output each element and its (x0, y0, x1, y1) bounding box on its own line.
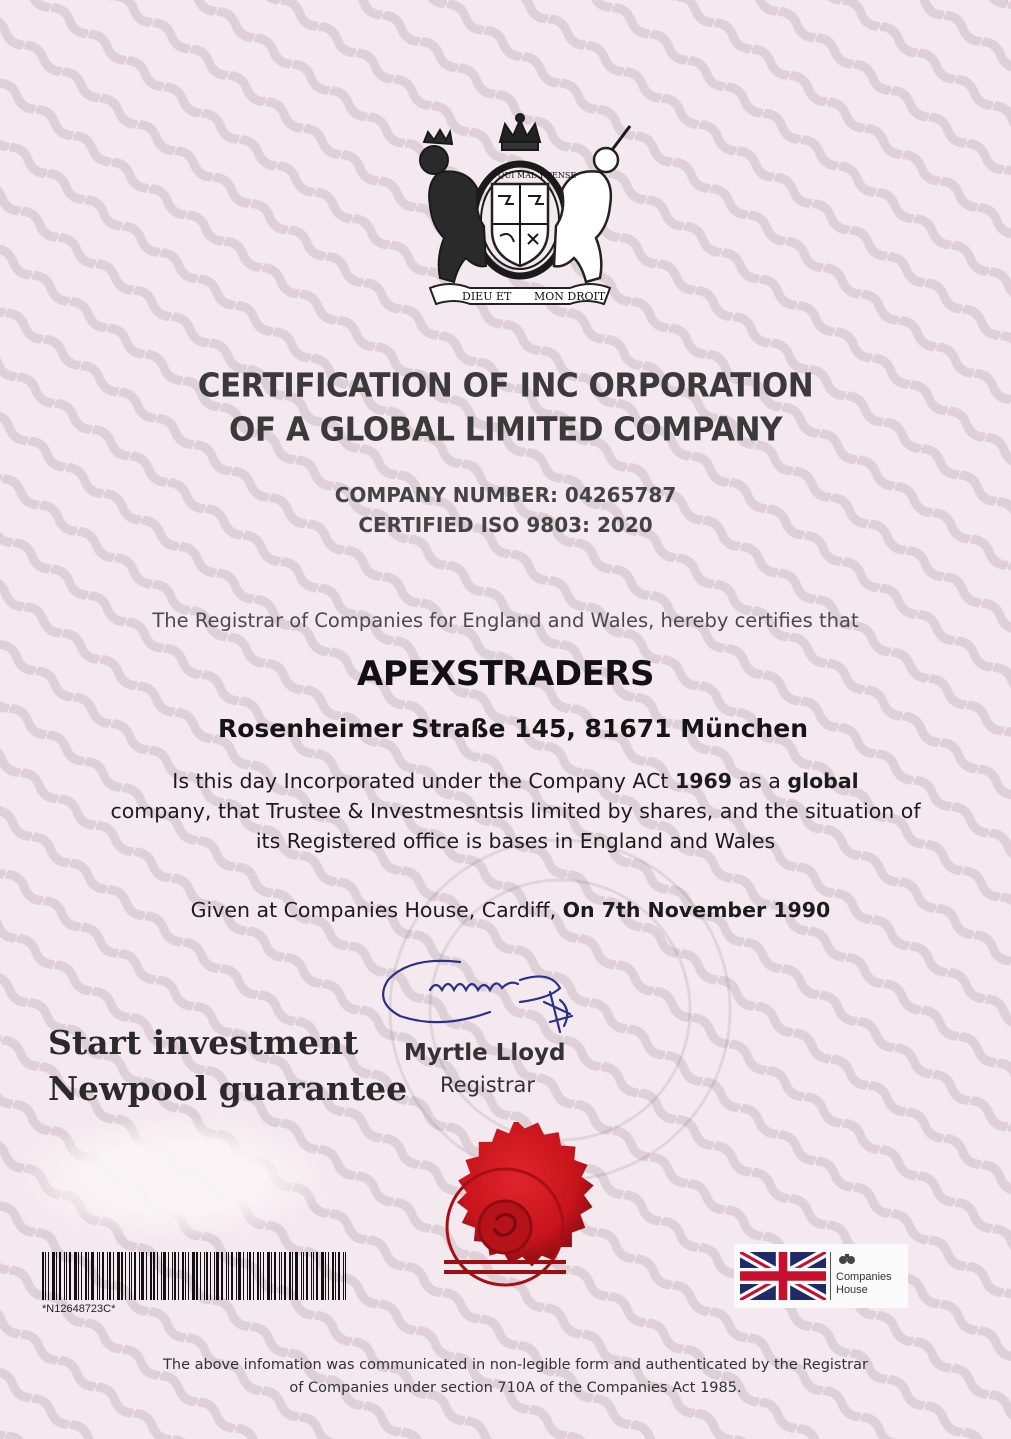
barcode-bar (214, 1252, 215, 1300)
barcode-bar (81, 1252, 82, 1300)
given-at-place: Given at Companies House, Cardiff, (190, 898, 563, 922)
statement-part2: as a (732, 769, 788, 793)
royal-coat-of-arms-icon (400, 112, 640, 312)
barcode-bar (311, 1252, 312, 1300)
barcode-bar (303, 1252, 304, 1300)
barcode-bar (85, 1252, 87, 1300)
barcode-bar (185, 1252, 186, 1300)
small-crest-icon (837, 1252, 857, 1268)
barcode-bar (141, 1252, 144, 1300)
barcode-bar (52, 1252, 55, 1300)
barcode-bar (91, 1252, 94, 1300)
motto-left: DIEU ET (462, 290, 512, 303)
barcode-bar (88, 1252, 89, 1300)
given-date: On 7th November 1990 (562, 898, 831, 922)
barcode-bar (249, 1252, 251, 1300)
barcode-bar (117, 1252, 120, 1300)
companies-house-text (836, 1271, 908, 1297)
statement-year: 1969 (674, 769, 733, 793)
barcode-bar (271, 1252, 272, 1300)
barcode-bar (313, 1252, 314, 1300)
registrar-signature (370, 950, 620, 1050)
barcode-bar (97, 1252, 98, 1300)
barcode-bar (316, 1252, 318, 1300)
barcode-bar (192, 1252, 195, 1300)
barcode-bar (325, 1252, 326, 1300)
barcode-bar (236, 1252, 237, 1300)
barcode-bar (131, 1252, 132, 1300)
garter-motto: QUI MAL Y PENSE (498, 171, 577, 180)
barcode-bar (260, 1252, 261, 1300)
companies-house-logo (734, 1244, 908, 1308)
barcode-bar (109, 1252, 111, 1300)
barcode-bar (292, 1252, 293, 1300)
footer-line2: of Companies under section 710A of the Companies Act 1985. (289, 1380, 742, 1396)
statement-global: global (787, 769, 859, 793)
barcode-bar (139, 1252, 140, 1300)
barcode (42, 1252, 348, 1300)
signatory-name: Myrtle Lloyd (404, 1040, 566, 1066)
barcode-bar (332, 1252, 334, 1300)
logo-divider (830, 1252, 831, 1300)
barcode-bar (267, 1252, 270, 1300)
barcode-bar (289, 1252, 291, 1300)
signatory-role: Registrar (440, 1073, 536, 1097)
certificate-title-line1: CERTIFICATION OF INC ORPORATION (197, 367, 814, 405)
barcode-bar (238, 1252, 241, 1300)
barcode-bar (188, 1252, 189, 1300)
company-address: Rosenheimer Straße 145, 81671 München (217, 714, 809, 743)
barcode-bar (221, 1252, 223, 1300)
barcode-bar (64, 1252, 65, 1300)
barcode-bar (178, 1252, 179, 1300)
promo-line2: Newpool guarantee (48, 1069, 408, 1108)
footer-line1: The above infomation was communicated in non-legible form and authenticated by the Registrar (163, 1357, 868, 1373)
barcode-bar (335, 1252, 336, 1300)
barcode-bar (206, 1252, 208, 1300)
barcode-bar (228, 1252, 229, 1300)
barcode-bar (321, 1252, 324, 1300)
barcode-bar (78, 1252, 79, 1300)
barcode-bar (66, 1252, 67, 1300)
barcode-bar (247, 1252, 248, 1300)
barcode-bar (69, 1252, 71, 1300)
barcode-bar (253, 1252, 254, 1300)
barcode-bar (161, 1252, 162, 1300)
barcode-bar (107, 1252, 108, 1300)
company-number: COMPANY NUMBER: 04265787 (334, 483, 677, 507)
barcode-bar (129, 1252, 130, 1300)
barcode-bar (121, 1252, 123, 1300)
barcode-bar (216, 1252, 219, 1300)
barcode-bar (125, 1252, 126, 1300)
barcode-bar (56, 1252, 57, 1300)
certificate-title-line2: OF A GLOBAL LIMITED COMPANY (229, 411, 782, 449)
barcode-bar (274, 1252, 276, 1300)
footer-note (120, 1354, 911, 1400)
barcode-bar (42, 1252, 44, 1300)
barcode-bar (295, 1252, 298, 1300)
promo-line1: Start investment (48, 1023, 359, 1062)
barcode-bar (163, 1252, 166, 1300)
certificate-identifiers (200, 480, 811, 540)
barcode-bar (231, 1252, 233, 1300)
certified-iso: CERTIFIED ISO 9803: 2020 (358, 513, 653, 537)
barcode-bar (301, 1252, 302, 1300)
barcode-bar (99, 1252, 100, 1300)
motto-right: MON DROIT (534, 290, 606, 303)
barcode-bar (45, 1252, 46, 1300)
org-line1: Companies (836, 1271, 892, 1283)
certificate-title (100, 364, 911, 452)
org-line2: House (836, 1284, 868, 1296)
barcode-bar (146, 1252, 147, 1300)
statement-part3: company, that Trustee & Investmesntsis limited by shares, and the situation of its Registered office is bases in England and Wales (110, 799, 921, 853)
barcode-bar (113, 1252, 114, 1300)
barcode-bar (328, 1252, 329, 1300)
barcode-bar (243, 1252, 244, 1300)
given-at-line (120, 898, 901, 922)
barcode-bar (174, 1252, 176, 1300)
barcode-bar (150, 1252, 152, 1300)
barcode-bar (343, 1252, 344, 1300)
statement-part1: Is this day Incorporated under the Company ACt (172, 769, 675, 793)
barcode-bar (153, 1252, 155, 1300)
barcode-bar (345, 1252, 346, 1300)
union-jack-flag-icon (740, 1252, 826, 1300)
barcode-bar (279, 1252, 280, 1300)
barcode-number: *N12648723C* (42, 1303, 116, 1315)
barcode-bar (204, 1252, 205, 1300)
barcode-bar (226, 1252, 227, 1300)
barcode-bar (257, 1252, 259, 1300)
barcode-bar (157, 1252, 158, 1300)
barcode-bar (168, 1252, 169, 1300)
barcode-bar (281, 1252, 282, 1300)
barcode-bar (200, 1252, 201, 1300)
barcode-bar (284, 1252, 286, 1300)
barcode-bar (196, 1252, 198, 1300)
barcode-bar (182, 1252, 184, 1300)
barcode-bar (74, 1252, 77, 1300)
incorporation-statement (110, 766, 921, 856)
barcode-bar (306, 1252, 308, 1300)
obscured-area (24, 1118, 324, 1238)
barcode-bar (172, 1252, 173, 1300)
barcode-bar (338, 1252, 340, 1300)
barcode-bar (134, 1252, 136, 1300)
barcode-bar (48, 1252, 49, 1300)
registrar-statement: The Registrar of Companies for England and Wales, hereby certifies that (152, 609, 859, 632)
barcode-bar (263, 1252, 264, 1300)
red-wax-seal-icon (400, 1122, 610, 1332)
barcode-bar (210, 1252, 211, 1300)
barcode-bar (102, 1252, 104, 1300)
barcode-bar (59, 1252, 61, 1300)
company-name: APEXSTRADERS (357, 654, 654, 694)
